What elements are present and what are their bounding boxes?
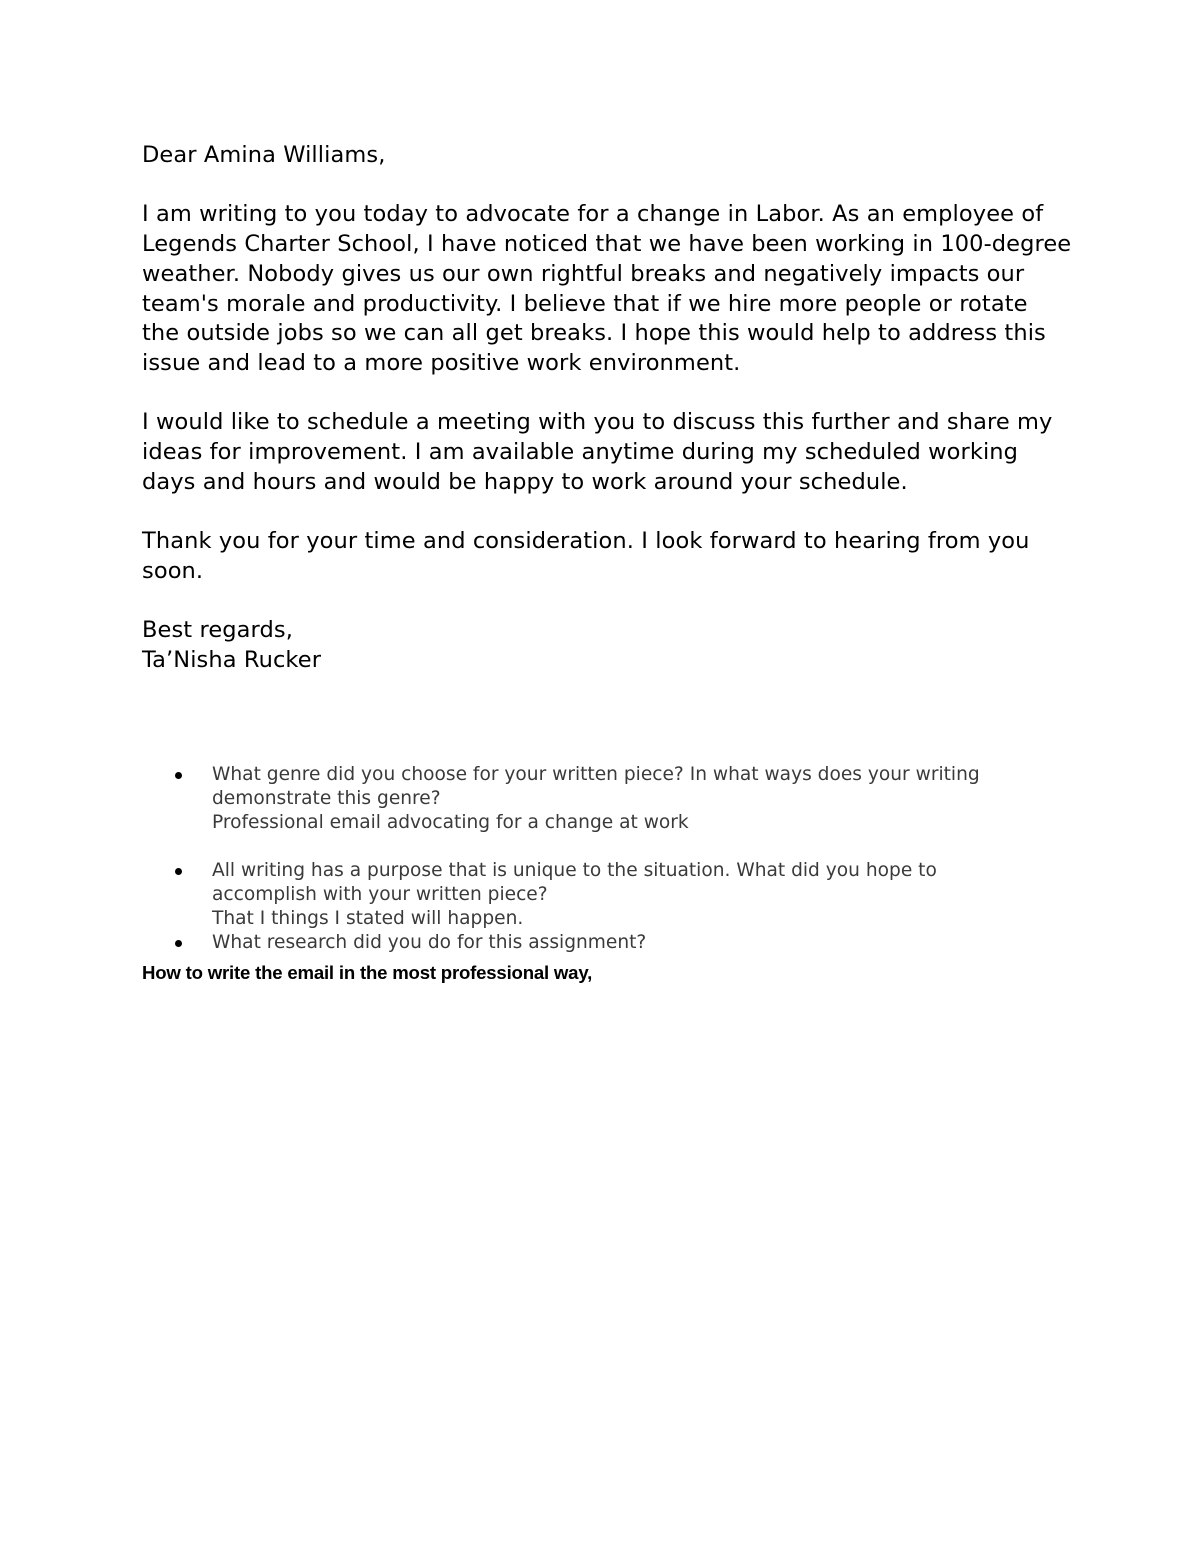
signature: Ta’Nisha Rucker <box>142 646 322 673</box>
letter-paragraph-1: I am writing to you today to advocate for a change in Labor. As an employee of Legends Charter School, I have noticed that we have been working in 100-degree weather. Nobody gives us our own rightful breaks and negatively impacts our team's morale and productivity. I believe that if we hire more people or rotate the outside jobs so we can all get breaks. I hope this would help to address this issue and lead to a more positive work environment. <box>142 201 1072 376</box>
question-text: All writing has a purpose that is unique to the situation. What did you hope to accomplish with your written piece? <box>212 860 937 905</box>
answer-text: Professional email advocating for a change at work <box>212 812 689 833</box>
list-item <box>142 859 1072 931</box>
bullet-icon <box>175 868 182 875</box>
paragraph-spacer <box>142 497 1072 527</box>
list-item <box>142 763 1072 835</box>
answer-text: That I things I stated will happen. <box>212 908 524 929</box>
paragraph-spacer <box>142 379 1072 409</box>
paragraph-spacer <box>142 171 1072 201</box>
salutation: Dear Amina Williams, <box>142 142 386 168</box>
research-answer: How to write the email in the most professional way, <box>142 962 593 983</box>
letter-paragraph-2: I would like to schedule a meeting with you to discuss this further and share my ideas for improvement. I am available anytime during my scheduled working days and hours and would be happy to work around your schedule. <box>142 409 1053 495</box>
bullet-icon <box>175 940 182 947</box>
letter-paragraph-3: Thank you for your time and consideration. I look forward to hearing from you soon. <box>142 528 1030 584</box>
closing: Best regards, <box>142 617 293 644</box>
letter-body <box>142 141 1072 676</box>
paragraph-spacer <box>142 587 1072 617</box>
bullet-icon <box>175 772 182 779</box>
question-text: What research did you do for this assignment? <box>212 932 647 953</box>
list-item <box>142 931 1072 955</box>
question-text: What genre did you choose for your written piece? In what ways does your writing demonstrate this genre? <box>212 764 980 809</box>
reflection-questions <box>142 763 1072 955</box>
